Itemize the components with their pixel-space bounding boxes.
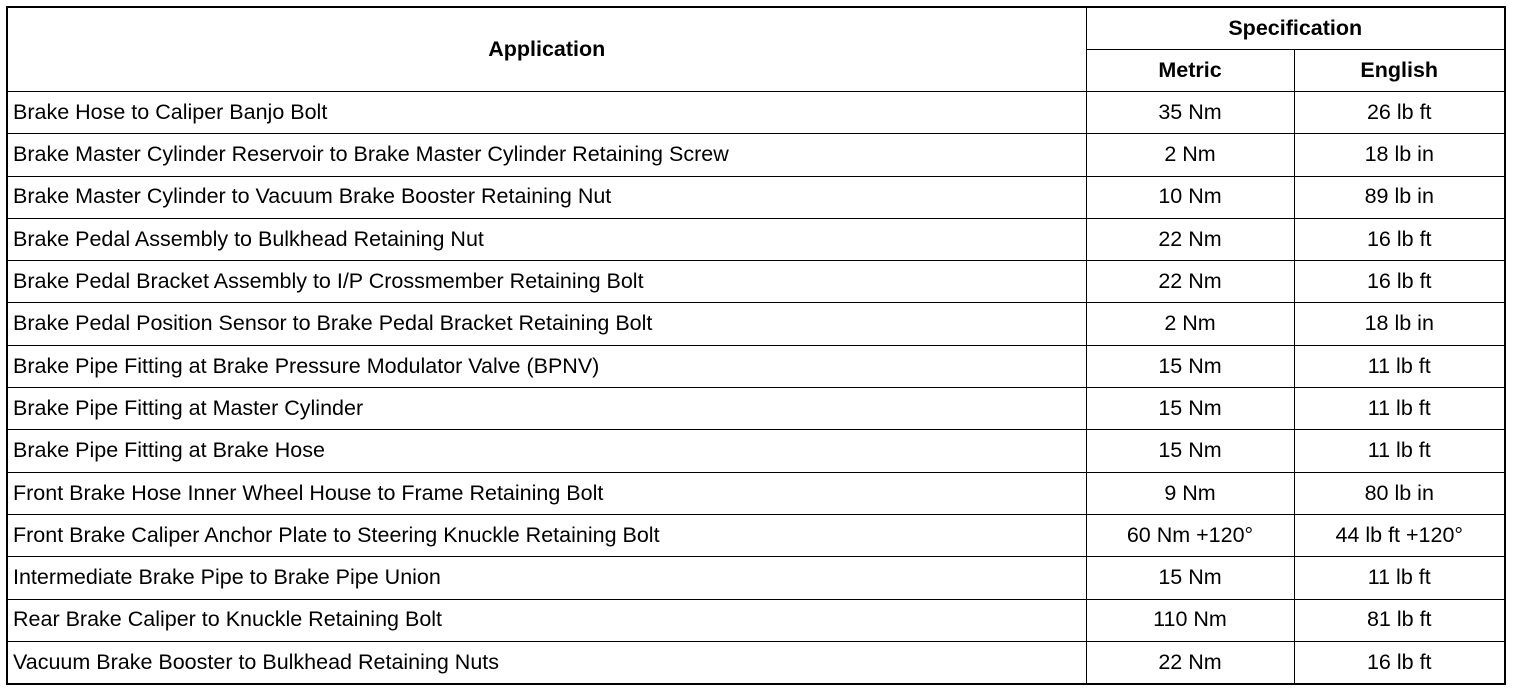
table-row xyxy=(7,176,1505,218)
metric-cell: 9 Nm xyxy=(1086,472,1294,514)
application-cell: Brake Pedal Assembly to Bulkhead Retaining Nut xyxy=(7,218,1086,260)
table-row xyxy=(7,303,1505,345)
english-cell: 11 lb ft xyxy=(1294,345,1505,387)
english-cell: 11 lb ft xyxy=(1294,557,1505,599)
metric-cell: 110 Nm xyxy=(1086,599,1294,641)
metric-cell: 2 Nm xyxy=(1086,303,1294,345)
application-cell: Front Brake Hose Inner Wheel House to Frame Retaining Bolt xyxy=(7,472,1086,514)
application-cell: Brake Pipe Fitting at Brake Pressure Modulator Valve (BPNV) xyxy=(7,345,1086,387)
table-row xyxy=(7,514,1505,556)
english-cell: 11 lb ft xyxy=(1294,430,1505,472)
application-cell: Brake Pipe Fitting at Brake Hose xyxy=(7,430,1086,472)
metric-cell: 10 Nm xyxy=(1086,176,1294,218)
table-row xyxy=(7,92,1505,134)
table-row xyxy=(7,261,1505,303)
table-row xyxy=(7,557,1505,599)
table-row xyxy=(7,641,1505,684)
english-cell: 26 lb ft xyxy=(1294,92,1505,134)
english-header: English xyxy=(1294,50,1505,92)
table-header xyxy=(7,7,1505,92)
metric-cell: 15 Nm xyxy=(1086,388,1294,430)
english-cell: 81 lb ft xyxy=(1294,599,1505,641)
table-row xyxy=(7,218,1505,260)
table-row xyxy=(7,345,1505,387)
application-header: Application xyxy=(7,7,1086,92)
english-cell: 44 lb ft +120° xyxy=(1294,514,1505,556)
application-cell: Brake Pipe Fitting at Master Cylinder xyxy=(7,388,1086,430)
metric-cell: 15 Nm xyxy=(1086,345,1294,387)
metric-cell: 15 Nm xyxy=(1086,557,1294,599)
metric-cell: 35 Nm xyxy=(1086,92,1294,134)
metric-cell: 22 Nm xyxy=(1086,641,1294,684)
table-row xyxy=(7,388,1505,430)
application-cell: Vacuum Brake Booster to Bulkhead Retaining Nuts xyxy=(7,641,1086,684)
torque-specification-table xyxy=(6,6,1506,685)
specification-header: Specification xyxy=(1086,7,1505,50)
english-cell: 89 lb in xyxy=(1294,176,1505,218)
header-row-top xyxy=(7,7,1505,50)
metric-cell: 22 Nm xyxy=(1086,261,1294,303)
application-cell: Brake Master Cylinder to Vacuum Brake Booster Retaining Nut xyxy=(7,176,1086,218)
metric-header: Metric xyxy=(1086,50,1294,92)
application-cell: Rear Brake Caliper to Knuckle Retaining Bolt xyxy=(7,599,1086,641)
table-body xyxy=(7,92,1505,685)
metric-cell: 22 Nm xyxy=(1086,218,1294,260)
metric-cell: 60 Nm +120° xyxy=(1086,514,1294,556)
application-cell: Brake Hose to Caliper Banjo Bolt xyxy=(7,92,1086,134)
english-cell: 80 lb in xyxy=(1294,472,1505,514)
english-cell: 16 lb ft xyxy=(1294,641,1505,684)
english-cell: 16 lb ft xyxy=(1294,261,1505,303)
application-cell: Brake Pedal Bracket Assembly to I/P Crossmember Retaining Bolt xyxy=(7,261,1086,303)
table-row xyxy=(7,599,1505,641)
metric-cell: 2 Nm xyxy=(1086,134,1294,176)
table-row xyxy=(7,134,1505,176)
english-cell: 18 lb in xyxy=(1294,303,1505,345)
table-row xyxy=(7,472,1505,514)
english-cell: 18 lb in xyxy=(1294,134,1505,176)
english-cell: 16 lb ft xyxy=(1294,218,1505,260)
metric-cell: 15 Nm xyxy=(1086,430,1294,472)
english-cell: 11 lb ft xyxy=(1294,388,1505,430)
application-cell: Brake Pedal Position Sensor to Brake Pedal Bracket Retaining Bolt xyxy=(7,303,1086,345)
table-row xyxy=(7,430,1505,472)
application-cell: Front Brake Caliper Anchor Plate to Steering Knuckle Retaining Bolt xyxy=(7,514,1086,556)
application-cell: Brake Master Cylinder Reservoir to Brake Master Cylinder Retaining Screw xyxy=(7,134,1086,176)
application-cell: Intermediate Brake Pipe to Brake Pipe Union xyxy=(7,557,1086,599)
